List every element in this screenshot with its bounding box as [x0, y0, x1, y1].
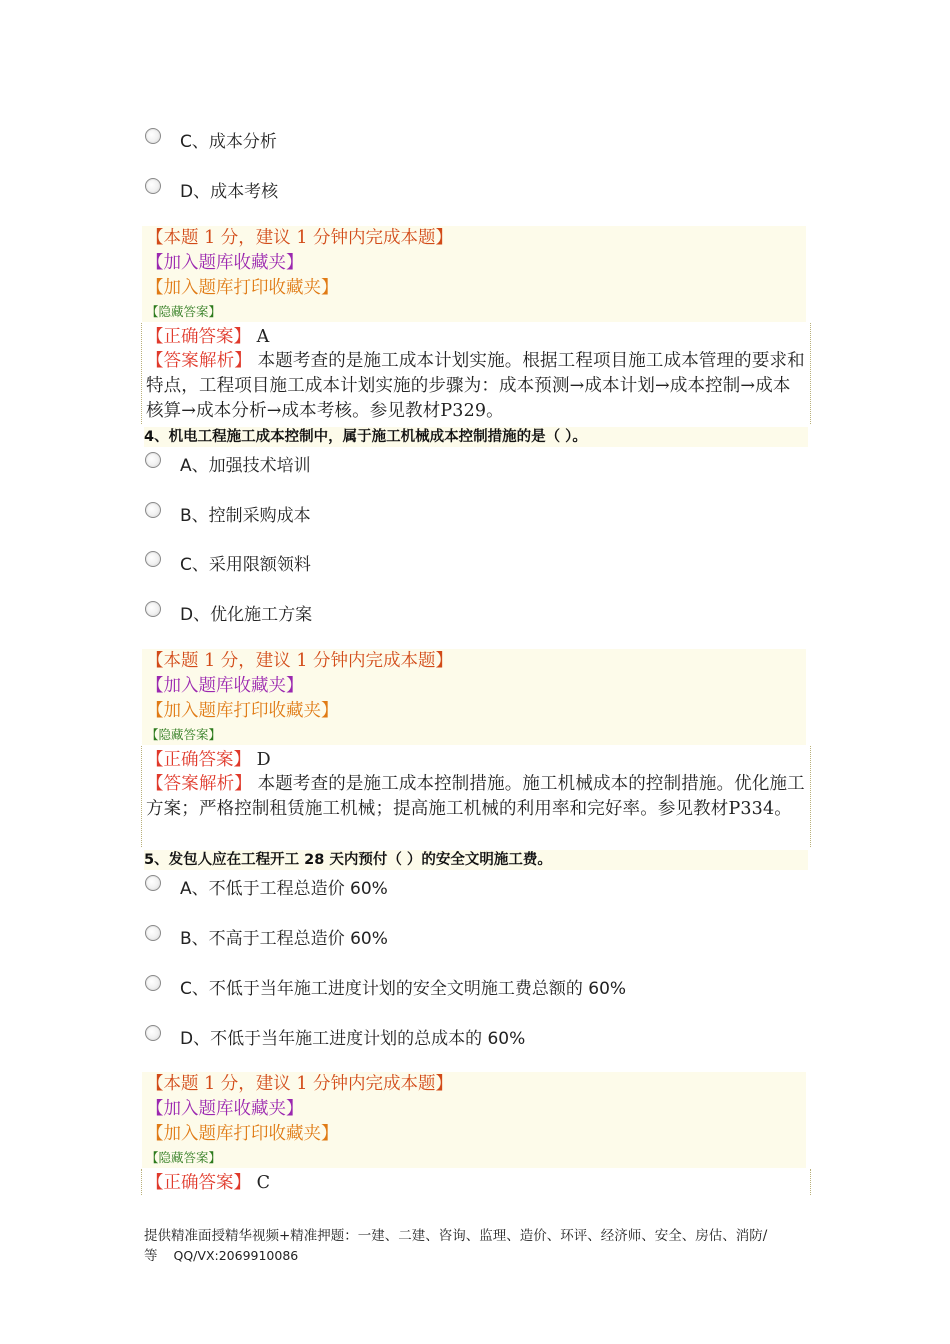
- q5-answer-box: [141, 1169, 811, 1195]
- q3-answer-box: [141, 323, 811, 424]
- radio-button-icon[interactable]: [145, 875, 161, 891]
- add-print-favorite-link[interactable]: 【加入题库打印收藏夹】: [146, 1124, 339, 1144]
- q4-question: 4、机电工程施工成本控制中，属于施工机械成本控制措施的是（ ）。: [144, 427, 808, 447]
- option-label: C、不低于当年施工进度计划的安全文明施工费总额的 60%: [180, 979, 627, 999]
- q4-meta-box: [142, 649, 806, 745]
- option-label: D、成本考核: [180, 182, 279, 202]
- q4-option-c[interactable]: [145, 551, 805, 581]
- hide-answer-link[interactable]: 【隐藏答案】: [146, 1150, 222, 1165]
- footer-prefix: 等: [144, 1248, 158, 1264]
- page-footer: [144, 1226, 814, 1266]
- correct-answer-label: 【正确答案】: [146, 750, 251, 770]
- correct-answer-value: A: [251, 327, 270, 347]
- add-print-favorite-link[interactable]: 【加入题库打印收藏夹】: [146, 701, 339, 721]
- option-label: B、不高于工程总造价 60%: [180, 929, 388, 949]
- q4-option-d[interactable]: [145, 601, 805, 631]
- radio-button-icon[interactable]: [145, 178, 161, 194]
- analysis-label: 【答案解析】: [146, 774, 252, 794]
- q5-option-a[interactable]: [145, 875, 805, 905]
- footer-line-2: [144, 1246, 814, 1266]
- correct-answer: [146, 325, 269, 349]
- radio-button-icon[interactable]: [145, 452, 161, 468]
- option-label: D、不低于当年施工进度计划的总成本的 60%: [180, 1029, 526, 1049]
- add-favorite-link[interactable]: 【加入题库收藏夹】: [146, 676, 304, 696]
- answer-analysis: [146, 772, 808, 822]
- correct-answer-label: 【正确答案】: [146, 1173, 251, 1193]
- radio-button-icon[interactable]: [145, 601, 161, 617]
- q5-option-c[interactable]: [145, 975, 805, 1005]
- radio-button-icon[interactable]: [145, 128, 161, 144]
- q5-option-d[interactable]: [145, 1025, 805, 1055]
- q3-option-d[interactable]: [145, 178, 805, 208]
- q5-option-b[interactable]: [145, 925, 805, 955]
- option-label: C、采用限额领料: [180, 555, 311, 575]
- hide-answer-link[interactable]: 【隐藏答案】: [146, 304, 222, 319]
- add-favorite-link[interactable]: 【加入题库收藏夹】: [146, 1099, 304, 1119]
- add-favorite-link[interactable]: 【加入题库收藏夹】: [146, 253, 304, 273]
- footer-contact: QQ/VX:2069910086: [173, 1248, 299, 1263]
- radio-button-icon[interactable]: [145, 551, 161, 567]
- correct-answer: [146, 1171, 270, 1195]
- correct-answer-label: 【正确答案】: [146, 327, 251, 347]
- score-hint: 【本题 1 分，建议 1 分钟内完成本题】: [146, 651, 454, 671]
- correct-answer-value: D: [251, 750, 271, 770]
- correct-answer-value: C: [251, 1173, 270, 1193]
- answer-analysis: [146, 349, 808, 424]
- option-label: C、成本分析: [180, 132, 277, 152]
- q4-answer-box: [141, 746, 811, 847]
- footer-line-1: 提供精准面授精华视频+精准押题：一建、二建、咨询、监理、造价、环评、经济师、安全、房估、消防/: [144, 1228, 768, 1244]
- q4-option-a[interactable]: [145, 452, 805, 482]
- analysis-text: 本题考查的是施工成本控制措施。施工机械成本的控制措施。优化施工方案；严格控制租赁施工机械；提高施工机械的利用率和完好率。参见教材P334。: [146, 774, 805, 819]
- q5-question: 5、发包人应在工程开工 28 天内预付（ ）的安全文明施工费。: [144, 850, 808, 870]
- q3-option-c[interactable]: [145, 128, 805, 158]
- radio-button-icon[interactable]: [145, 1025, 161, 1041]
- option-label: B、控制采购成本: [180, 506, 311, 526]
- q4-option-b[interactable]: [145, 502, 805, 532]
- analysis-label: 【答案解析】: [146, 351, 252, 371]
- radio-button-icon[interactable]: [145, 925, 161, 941]
- q3-meta-box: [142, 226, 806, 322]
- option-label: A、不低于工程总造价 60%: [180, 879, 388, 899]
- score-hint: 【本题 1 分，建议 1 分钟内完成本题】: [146, 228, 454, 248]
- score-hint: 【本题 1 分，建议 1 分钟内完成本题】: [146, 1074, 454, 1094]
- option-label: D、优化施工方案: [180, 605, 313, 625]
- q5-meta-box: [142, 1072, 806, 1168]
- radio-button-icon[interactable]: [145, 502, 161, 518]
- option-label: A、加强技术培训: [180, 456, 311, 476]
- analysis-text: 本题考查的是施工成本计划实施。根据工程项目施工成本管理的要求和特点，工程项目施工成本计划实施的步骤为：成本预测→成本计划→成本控制→成本核算→成本分析→成本考核。参见教材P329。: [146, 351, 805, 421]
- hide-answer-link[interactable]: 【隐藏答案】: [146, 727, 222, 742]
- radio-button-icon[interactable]: [145, 975, 161, 991]
- add-print-favorite-link[interactable]: 【加入题库打印收藏夹】: [146, 278, 339, 298]
- correct-answer: [146, 748, 271, 772]
